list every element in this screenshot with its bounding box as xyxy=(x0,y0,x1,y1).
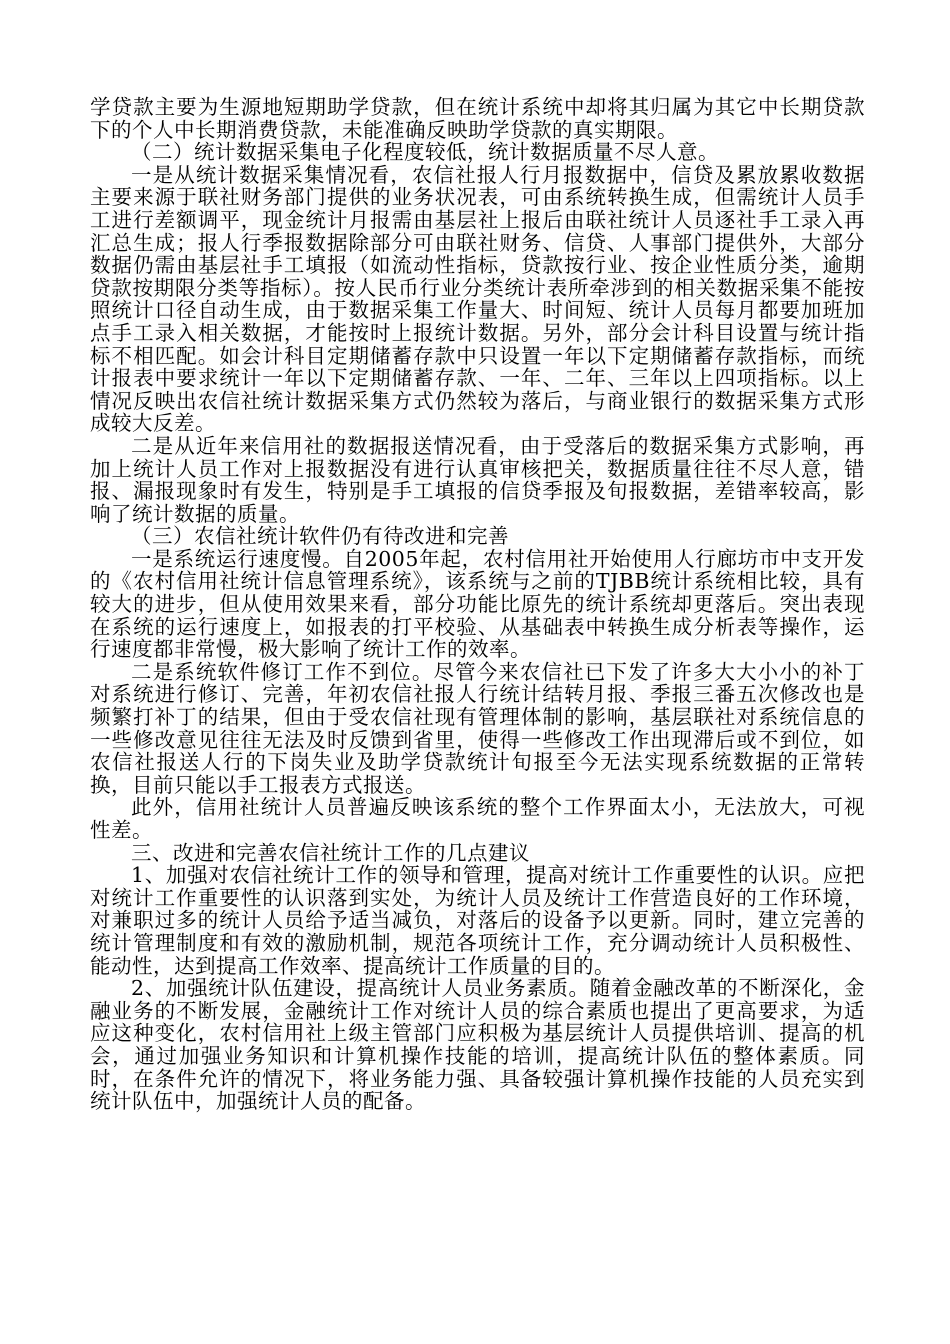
document-body xyxy=(90,96,865,1113)
paragraph: 此外，信用社统计人员普遍反映该系统的整个工作界面太小，无法放大，可视性差。 xyxy=(90,795,865,842)
section-heading-3: （三）农信社统计软件仍有待改进和完善 xyxy=(131,524,509,549)
paragraph: 2、加强统计队伍建设，提高统计人员业务素质。随着金融改革的不断深化，金融业务的不断发展，金融统计工作对统计人员的综合素质也提出了更高要求，为适应这种变化，农村信用社上级主管部门应积极为基层统计人员提供培训、提高的机会，通过加强业务知识和计算机操作技能的培训，提高统计队伍的整体素质。同时，在条件允许的情况下，将业务能力强、具备较强计算机操作技能的人员充实到统计队伍中，加强统计人员的配备。 xyxy=(90,976,865,1114)
section-heading-main: 三、改进和完善农信社统计工作的几点建议 xyxy=(131,840,530,865)
paragraph: 一是系统运行速度慢。自2005年起，农村信用社开始使用人行廊坊市中支开发的《农村信用社统计信息管理系统》，该系统与之前的TJBB统计系统相比较，具有较大的进步，但从使用效果来看，部分功能比原先的统计系统却更落后。突出表现在系统的运行速度上，如报表的打平校验、从基础表中转换生成分析表等操作，运行速度都非常慢，极大影响了统计工作的效率。 xyxy=(90,546,865,662)
paragraph: 二是从近年来信用社的数据报送情况看，由于受落后的数据采集方式影响，再加上统计人员工作对上报数据没有进行认真审核把关，数据质量往往不尽人意，错报、漏报现象时有发生，特别是手工填报的信贷季报及旬报数据，差错率较高，影响了统计数据的质量。 xyxy=(90,433,865,526)
section-heading-2: （二）统计数据采集电子化程度较低，统计数据质量不尽人意。 xyxy=(131,140,719,165)
paragraph-continuation: 学贷款主要为生源地短期助学贷款，但在统计系统中却将其归属为其它中长期贷款下的个人中长期消费贷款，未能准确反映助学贷款的真实期限。 xyxy=(90,95,865,142)
paragraph: 一是从统计数据采集情况看，农信社报人行月报数据中，信贷及累放累收数据主要来源于联社财务部门提供的业务状况表，可由系统转换生成，但需统计人员手工进行差额调平，现金统计月报需由基层社上报后由联社统计人员逐社手工录入再汇总生成；报人行季报数据除部分可由联社财务、信贷、人事部门提供外，大部分数据仍需由基层社手工填报（如流动性指标，贷款按行业、按企业性质分类，逾期贷款按期限分类等指标）。按人民币行业分类统计表所牵涉到的相关数据采集不能按照统计口径自动生成，由于数据采集工作量大、时间短、统计人员每月都要加班加点手工录入相关数据，才能按时上报统计数据。另外，部分会计科目设置与统计指标不相匹配。如会计科目定期储蓄存款中只设置一年以下定期储蓄存款指标，而统计报表中要求统计一年以下定期储蓄存款、一年、二年、三年以上四项指标。以上情况反映出农信社统计数据采集方式仍然较为落后，与商业银行的数据采集方式形成较大反差。 xyxy=(90,162,865,436)
paragraph: 1、加强对农信社统计工作的领导和管理，提高对统计工作重要性的认识。应把对统计工作重要性的认识落到实处，为统计人员及统计工作营造良好的工作环境，对兼职过多的统计人员给予适当减负，对落后的设备予以更新。同时，建立完善的统计管理制度和有效的激励机制，规范各项统计工作，充分调动统计人员积极性、能动性，达到提高工作效率、提高统计工作质量的目的。 xyxy=(90,863,865,978)
paragraph: 二是系统软件修订工作不到位。尽管今来农信社已下发了许多大大小小的补丁对系统进行修订、完善，年初农信社报人行统计结转月报、季报三番五次修改也是频繁打补丁的结果，但由于受农信社现有管理体制的影响，基层联社对系统信息的一些修改意见往往无法及时反馈到省里，使得一些修改工作出现滞后或不到位，如农信社报送人行的下岗失业及助学贷款统计旬报至今无法实现系统数据的正常转换，目前只能以手工报表方式报送。 xyxy=(90,659,865,797)
